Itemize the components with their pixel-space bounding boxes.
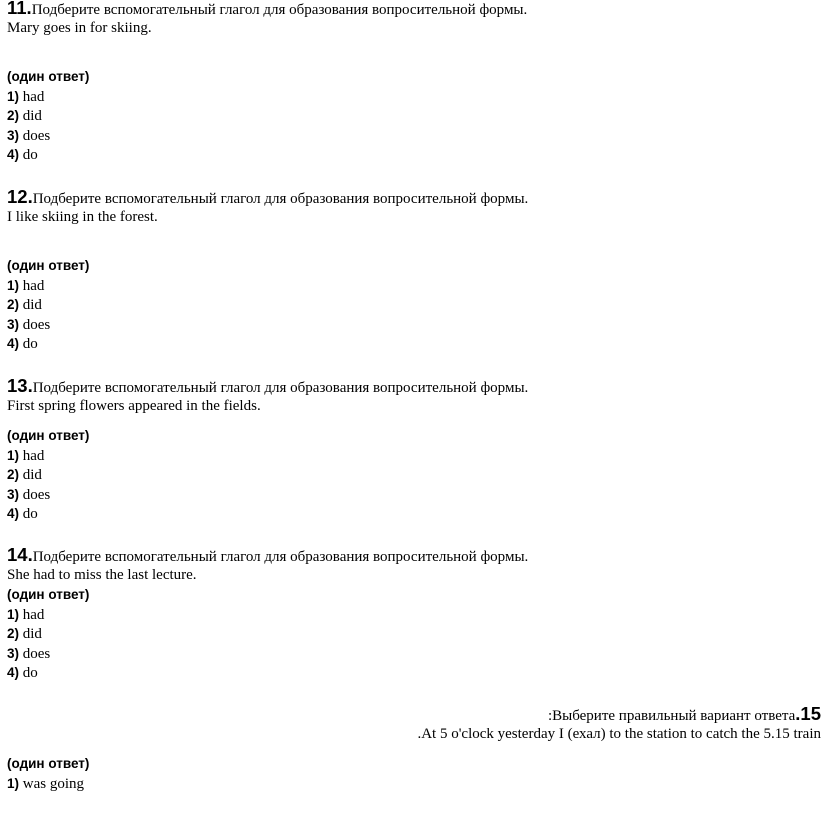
option-number: 3) — [7, 645, 20, 661]
answer-mode: (один ответ) — [7, 428, 90, 444]
option-text: do — [22, 664, 38, 681]
question-prompt: Подберите вспомогательный глагол для образования вопросительной формы. — [32, 549, 529, 565]
option-text: did — [22, 467, 42, 484]
option-text: did — [22, 297, 42, 314]
answer-option[interactable] — [7, 106, 821, 125]
option-number: 4) — [7, 664, 20, 680]
option-text: do — [22, 335, 38, 352]
spacer — [7, 38, 821, 67]
answer-option[interactable] — [7, 485, 821, 504]
option-number: 1) — [7, 775, 20, 791]
question-14 — [7, 545, 821, 682]
question-sentence: .At 5 o'clock yesterday I (ехал) to the station to catch the 5.15 train — [417, 726, 821, 742]
option-text: do — [22, 146, 38, 163]
question-sentence: Mary goes in for skiing. — [7, 20, 152, 36]
question-sentence: She had to miss the last lecture. — [7, 567, 197, 583]
question-number: .15 — [795, 703, 821, 724]
question-header — [7, 0, 821, 19]
option-number: 2) — [7, 108, 20, 124]
option-text: did — [22, 108, 42, 125]
question-number: 14. — [7, 544, 33, 565]
question-prompt: Подберите вспомогательный глагол для образования вопросительной формы. — [32, 191, 529, 207]
option-number: 1) — [7, 277, 20, 293]
option-number: 1) — [7, 606, 20, 622]
option-text: do — [22, 505, 38, 522]
question-number: 13. — [7, 375, 33, 396]
answer-option[interactable] — [7, 295, 821, 314]
option-number: 4) — [7, 146, 20, 162]
spacer — [7, 416, 821, 426]
answer-mode: (один ответ) — [7, 756, 90, 772]
answer-option[interactable] — [7, 126, 821, 145]
option-text: had — [22, 277, 45, 294]
option-number: 2) — [7, 467, 20, 483]
spacer — [7, 227, 821, 256]
answer-option[interactable] — [7, 334, 821, 353]
answer-option[interactable] — [7, 663, 821, 682]
option-number: 2) — [7, 297, 20, 313]
option-number: 2) — [7, 626, 20, 642]
answer-option[interactable] — [7, 276, 821, 295]
answer-option[interactable] — [7, 145, 821, 164]
option-text: does — [22, 316, 51, 333]
question-prompt: Подберите вспомогательный глагол для образования вопросительной формы. — [32, 380, 529, 396]
question-13 — [7, 376, 821, 523]
spacer — [7, 744, 821, 754]
answer-option[interactable] — [7, 465, 821, 484]
option-number: 3) — [7, 486, 20, 502]
question-sentence: I like skiing in the forest. — [7, 209, 158, 225]
option-number: 3) — [7, 316, 20, 332]
question-number: 11. — [7, 0, 32, 18]
answer-option[interactable] — [7, 605, 821, 624]
answer-option[interactable] — [7, 774, 821, 793]
question-15 — [7, 704, 821, 793]
option-text: does — [22, 645, 51, 662]
option-text: had — [22, 447, 45, 464]
option-text: was going — [22, 775, 85, 792]
answer-option[interactable] — [7, 87, 821, 106]
option-number: 4) — [7, 335, 20, 351]
answer-option[interactable] — [7, 446, 821, 465]
answer-option[interactable] — [7, 315, 821, 334]
question-sentence: First spring flowers appeared in the fields. — [7, 398, 261, 414]
option-text: does — [22, 486, 51, 503]
question-prompt: :Выберите правильный вариант ответа — [547, 708, 796, 724]
answer-mode: (один ответ) — [7, 258, 90, 274]
option-text: had — [22, 606, 45, 623]
option-number: 4) — [7, 505, 20, 521]
option-number: 1) — [7, 88, 20, 104]
answer-option[interactable] — [7, 504, 821, 523]
question-prompt: Подберите вспомогательный глагол для образования вопросительной формы. — [31, 2, 528, 18]
answer-mode: (один ответ) — [7, 587, 90, 603]
option-number: 1) — [7, 447, 20, 463]
question-header — [7, 376, 821, 397]
answer-option[interactable] — [7, 644, 821, 663]
question-header — [7, 545, 821, 566]
answer-option[interactable] — [7, 624, 821, 643]
question-header — [7, 187, 821, 208]
option-text: does — [22, 127, 51, 144]
answer-mode: (один ответ) — [7, 69, 90, 85]
question-number: 12. — [7, 186, 33, 207]
question-12 — [7, 187, 821, 353]
option-text: did — [22, 626, 42, 643]
option-text: had — [22, 88, 45, 105]
question-header — [7, 704, 821, 725]
option-number: 3) — [7, 127, 20, 143]
question-11 — [7, 0, 821, 164]
